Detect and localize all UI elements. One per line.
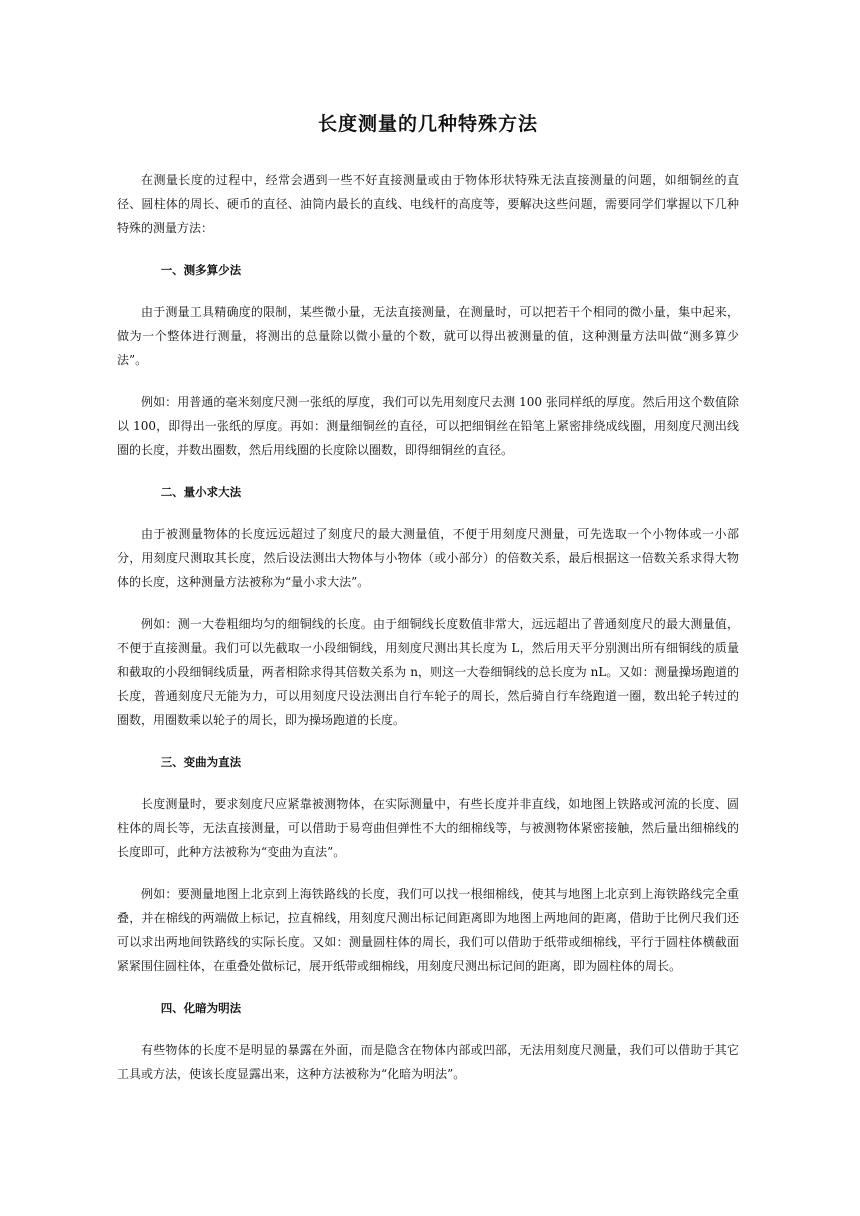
section-1-heading: 一、测多算少法 — [160, 263, 242, 277]
document-page — [117, 110, 739, 1104]
section-3 — [117, 750, 739, 978]
section-3-paragraph-2: 例如：要测量地图上北京到上海铁路线的长度，我们可以找一根细棉线，使其与地图上北京到上海铁路线完全重叠，并在棉线的两端做上标记，拉直棉线，用刻度尺测出标记间距离即为地图上两地间的距离，借助于比例尺我们还可以求出两地间铁路线的实际长度。又如：测量圆柱体的周长，我们可以借助于纸带或细棉线，平行于圆柱体横截面紧紧围住圆柱体，在重叠处做标记，展开纸带或细棉线，用刻度尺测出标记间的距离，即为圆柱体的周长。 — [117, 887, 739, 973]
section-1-paragraph-1: 由于测量工具精确度的限制，某些微小量，无法直接测量，在测量时，可以把若干个相同的微小量，集中起来，做为一个整体进行测量，将测出的总量除以微小量的个数，就可以得出被测量的值，这种测量方法叫做“测多算少法”。 — [117, 305, 739, 367]
section-3-heading: 三、变曲为直法 — [160, 755, 242, 769]
section-2-heading: 二、量小求大法 — [160, 485, 242, 499]
document-title: 长度测量的几种特殊方法 — [317, 113, 538, 135]
section-2-paragraph-1: 由于被测量物体的长度远远超过了刻度尺的最大测量值，不便于用刻度尺测量，可先选取一个小物体或一小部分，用刻度尺测取其长度，然后设法测出大物体与小物体（或小部分）的倍数关系，最后根据这一倍数关系求得大物体的长度，这种测量方法被称为“量小求大法”。 — [117, 527, 739, 589]
section-1-paragraph-2: 例如：用普通的毫米刻度尺测一张纸的厚度，我们可以先用刻度尺去测 100 张同样纸的厚度。然后用这个数值除以 100，即得出一张纸的厚度。再如：测量细铜丝的直径，可以把细铜丝在铅笔上紧密排绕成线圈，用刻度尺测出线圈的长度，并数出圈数，然后用线圈的长度除以圈数，即得细铜丝的直径。 — [117, 395, 739, 457]
section-2-paragraph-2: 例如：测一大卷粗细均匀的细铜线的长度。由于细铜线长度数值非常大，远远超出了普通刻度尺的最大测量值，不便于直接测量。我们可以先截取一小段细铜线，用刻度尺测出其长度为 L，然后用天平分别测出所有细铜线的质量和截取的小段细铜线质量，两者相除求得其倍数关系为 n，则这一大卷细铜线的总长度为 nL。又如：测量操场跑道的长度，普通刻度尺无能为力，可以用刻度尺设法测出自行车轮子的周长，然后骑自行车绕跑道一圈，数出轮子转过的圈数，用圈数乘以轮子的周长，即为操场跑道的长度。 — [117, 617, 739, 727]
section-4-paragraph-1: 有些物体的长度不是明显的暴露在外面，而是隐含在物体内部或凹部，无法用刻度尺测量，我们可以借助于其它工具或方法，使该长度显露出来，这种方法被称为“化暗为明法”。 — [117, 1043, 739, 1081]
section-4 — [117, 996, 739, 1086]
section-2 — [117, 480, 739, 732]
section-4-heading: 四、化暗为明法 — [160, 1001, 242, 1015]
section-1 — [117, 258, 739, 462]
intro-paragraph: 在测量长度的过程中，经常会遇到一些不好直接测量或由于物体形状特殊无法直接测量的问题，如细铜丝的直径、圆柱体的周长、硬币的直径、油筒内最长的直线、电线杆的高度等，要解决这些问题，需要同学们掌握以下几种特殊的测量方法： — [117, 173, 739, 235]
section-3-paragraph-1: 长度测量时，要求刻度尺应紧靠被测物体，在实际测量中，有些长度并非直线，如地图上铁路或河流的长度、圆柱体的周长等，无法直接测量，可以借助于易弯曲但弹性不大的细棉线等，与被测物体紧密接触，然后量出细棉线的长度即可，此种方法被称为“变曲为直法”。 — [117, 797, 739, 859]
